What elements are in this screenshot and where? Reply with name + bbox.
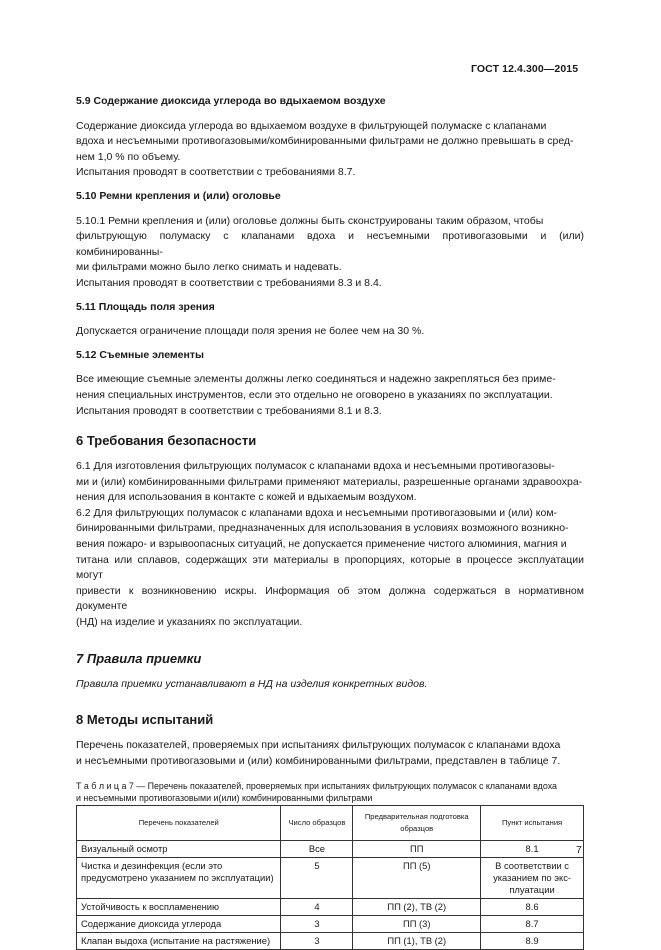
s510-line: фильтрующую полумаску с клапанами вдоха и несъемными противогазовыми и (или) комбинированны- bbox=[76, 230, 584, 258]
s512-test-ref: Испытания проводят в соответствии с требованиями 8.1 и 8.3. bbox=[76, 404, 382, 417]
table-header-cell: Пункт испытания bbox=[481, 806, 584, 841]
table-cell: ПП (2), ТВ (2) bbox=[353, 899, 481, 916]
table-cell: 3 bbox=[281, 933, 353, 950]
table-cell: Содержание диоксида углерода bbox=[77, 916, 281, 933]
table-cell: ПП (1), ТВ (2) bbox=[353, 933, 481, 950]
table-cell: 4 bbox=[281, 899, 353, 916]
s8-line: и несъемными противогазовыми и (или) комбинированными фильтрами, представлен в таблице 7. bbox=[76, 754, 561, 767]
s7-line: Правила приемки устанавливают в НД на изделия конкретных видов. bbox=[76, 677, 428, 690]
document-body bbox=[76, 94, 584, 950]
table-7-caption bbox=[76, 780, 584, 804]
s511-line: Допускается ограничение площади поля зрения не более чем на 30 %. bbox=[76, 325, 425, 338]
table-cell: Устойчивость к воспламенению bbox=[77, 899, 281, 916]
table-cell: 8.6 bbox=[481, 899, 584, 916]
s59-line: Содержание диоксида углерода во вдыхаемом воздухе в фильтрующей полумаске с клапанами bbox=[76, 119, 547, 132]
page-number: 7 bbox=[576, 844, 582, 856]
s6-line: (НД) на изделие и указаниях по эксплуатации. bbox=[76, 616, 303, 629]
table-cell: Чистка и дезинфекция (если это предусмотрено указанием по эксплуатации) bbox=[77, 858, 281, 899]
table-row bbox=[77, 899, 584, 916]
section-5-10-title: 5.10 Ремни крепления и (или) оголовье bbox=[76, 189, 281, 202]
s510-test-ref: Испытания проводят в соответствии с требованиями 8.3 и 8.4. bbox=[76, 276, 382, 289]
section-8-heading: 8 Методы испытаний bbox=[76, 712, 214, 728]
table-cell: ПП (3) bbox=[353, 916, 481, 933]
section-5-9-title: 5.9 Содержание диоксида углерода во вдыхаемом воздухе bbox=[76, 95, 386, 107]
section-6-heading: 6 Требования безопасности bbox=[76, 433, 257, 449]
s510-line: 5.10.1 Ремни крепления и (или) оголовье должны быть сконструированы таким образом, чтобы bbox=[76, 214, 544, 227]
table-cell: ПП bbox=[353, 841, 481, 858]
section-5-11-title: 5.11 Площадь поля зрения bbox=[76, 300, 215, 313]
s6-line: 6.2 Для фильтрующих полумасок с клапанами вдоха и несъемными противогазовыми и (или) ком- bbox=[76, 506, 558, 519]
s6-line: вения пожаро- и взрывоопасных ситуаций, не допускается применение чистого алюминия, магния и bbox=[76, 538, 567, 551]
table-row bbox=[77, 841, 584, 858]
table-header-row bbox=[77, 806, 584, 841]
table-cell: Визуальный осмотр bbox=[77, 841, 281, 858]
section-7-heading: 7 Правила приемки bbox=[76, 650, 202, 666]
table-7-caption-line: Т а б л и ц а 7 — Перечень показателей, проверяемых при испытаниях фильтрующих полумасок с клапанами вдоха bbox=[76, 781, 557, 792]
s512-line: нения специальных инструментов, если это отдельно не оговорено в указаниях по эксплуатации. bbox=[76, 388, 553, 401]
s6-line: привести к возникновению искры. Информация об этом должна содержаться в нормативном документе bbox=[76, 584, 584, 613]
table-header-cell: Перечень показателей bbox=[77, 806, 281, 841]
table-7-caption-line: и несъемными противогазовыми и(или) комбинированными фильтрами bbox=[76, 793, 373, 804]
table-cell: 8.1 bbox=[481, 841, 584, 858]
s6-line: 6.1 Для изготовления фильтрующих полумасок с клапанами вдоха и несъемными противогазовы- bbox=[76, 460, 555, 473]
table-cell: В соответствии с указанием по экс-плуатации bbox=[481, 858, 584, 899]
s59-line: нем 1,0 % по объему. bbox=[76, 150, 181, 163]
s6-line: титана или сплавов, содержащих эти материалы в пропорциях, которые в процессе эксплуатации могут bbox=[76, 553, 584, 582]
table-row bbox=[77, 858, 584, 899]
table-cell: 3 bbox=[281, 916, 353, 933]
section-5-12-title: 5.12 Съемные элементы bbox=[76, 348, 204, 361]
table-header-cell: Число образцов bbox=[281, 806, 353, 841]
s6-line: нения для использования в контакте с кожей и вдыхаемым воздухом. bbox=[76, 491, 417, 504]
s6-line: бинированными фильтрами, предназначенных для использования в условиях возможного возникно- bbox=[76, 522, 569, 535]
table-header-cell: Предварительная подготовка образцов bbox=[353, 806, 481, 841]
table-cell: Все bbox=[281, 841, 353, 858]
table-7 bbox=[76, 805, 584, 950]
table-cell: Клапан выдоха (испытание на растяжение) bbox=[77, 933, 281, 950]
s59-test-ref: Испытания проводят в соответствии с требованиями 8.7. bbox=[76, 166, 356, 179]
s6-line: ми и (или) комбинированными фильтрами применяют материалы, разрешенные органами здравоохра- bbox=[76, 475, 583, 488]
table-cell: ПП (5) bbox=[353, 858, 481, 899]
s512-line: Все имеющие съемные элементы должны легко соединяться и надежно закрепляться без приме- bbox=[76, 373, 556, 386]
s59-line: вдоха и несъемными противогазовыми/комбинированными фильтрами не должно превышать в сред- bbox=[76, 135, 574, 148]
table-cell: 5 bbox=[281, 858, 353, 899]
s8-line: Перечень показателей, проверяемых при испытаниях фильтрующих полумасок с клапанами вдоха bbox=[76, 739, 561, 752]
table-row bbox=[77, 916, 584, 933]
table-row bbox=[77, 933, 584, 950]
table-cell: 8.7 bbox=[481, 916, 584, 933]
standard-designation: ГОСТ 12.4.300—2015 bbox=[471, 63, 579, 75]
table-cell: 8.9 bbox=[481, 933, 584, 950]
s510-line: ми фильтрами можно было легко снимать и надевать. bbox=[76, 261, 342, 274]
